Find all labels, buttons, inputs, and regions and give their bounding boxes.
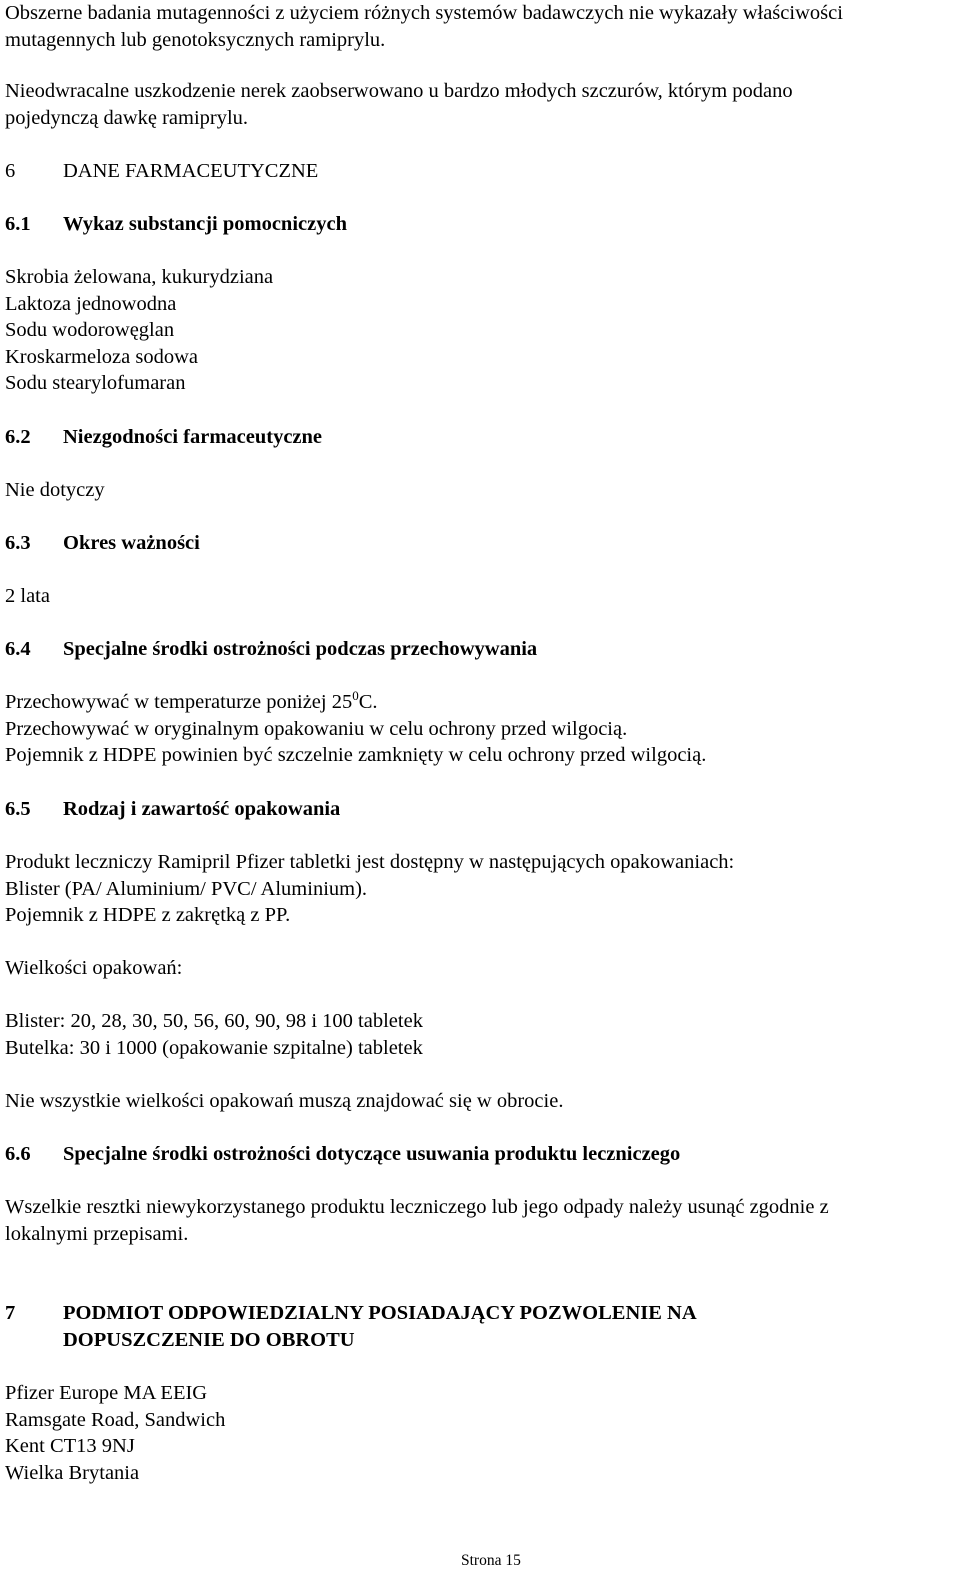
text-line: 2 lata	[5, 585, 50, 607]
disposal-paragraph	[5, 1194, 950, 1247]
text-line: lokalnymi przepisami.	[5, 1222, 189, 1245]
incompatibilities-text	[5, 477, 950, 504]
list-item: Blister: 20, 28, 30, 50, 56, 60, 90, 98 i 100 tabletek	[5, 1010, 423, 1032]
pack-sizes-note	[5, 1088, 950, 1115]
text-line: mutagennych lub genotoksycznych ramiprylu.	[5, 28, 386, 51]
intro-paragraph-kidney	[5, 78, 950, 131]
storage-temperature-text: Przechowywać w temperaturze poniżej 25	[5, 691, 353, 713]
text-line: Blister (PA/ Aluminium/ PVC/ Aluminium).	[5, 877, 368, 900]
text-line: Pojemnik z HDPE z zakrętką z PP.	[5, 904, 291, 927]
degree-superscript: 0	[352, 688, 359, 704]
section-title: Specjalne środki ostrożności podczas przechowywania	[63, 638, 538, 660]
pack-sizes-heading	[5, 955, 950, 982]
text-line: Nie dotyczy	[5, 479, 105, 501]
list-item: Sodu stearylofumaran	[5, 372, 186, 395]
text-line: Obszerne badania mutagenności z użyciem różnych systemów badawczych nie wykazały właściwości	[5, 2, 843, 24]
section-title: Niezgodności farmaceutyczne	[63, 426, 323, 448]
section-number: 6.5	[5, 798, 31, 820]
section-title: Wykaz substancji pomocniczych	[63, 213, 347, 235]
address-line: Ramsgate Road, Sandwich	[5, 1408, 226, 1431]
list-item: Skrobia żelowana, kukurydziana	[5, 266, 274, 288]
mah-address	[5, 1380, 950, 1486]
storage-temperature-unit: C.	[358, 691, 378, 713]
section-title: Rodzaj i zawartość opakowania	[63, 798, 341, 820]
storage-paragraph	[5, 689, 950, 769]
address-line: Pfizer Europe MA EEIG	[5, 1382, 208, 1404]
text-line: Nie wszystkie wielkości opakowań muszą znajdować się w obrocie.	[5, 1090, 564, 1112]
section-number: 6.3	[5, 532, 31, 554]
section-title: DANE FARMACEUTYCZNE	[63, 160, 319, 182]
intro-paragraph-mutagenicity	[5, 0, 950, 53]
excipients-list	[5, 264, 950, 397]
text-line: Pojemnik z HDPE powinien być szczelnie zamknięty w celu ochrony przed wilgocią.	[5, 744, 707, 767]
section-title: Specjalne środki ostrożności dotyczące usuwania produktu leczniczego	[63, 1143, 681, 1165]
section-title: Okres ważności	[63, 532, 200, 554]
section-number: 6.1	[5, 213, 31, 235]
title-line: DOPUSZCZENIE DO OBROTU	[63, 1328, 355, 1351]
section-title	[63, 1300, 697, 1353]
title-line: PODMIOT ODPOWIEDZIALNY POSIADAJĄCY POZWOLENIE NA	[63, 1302, 697, 1324]
shelf-life-text	[5, 583, 950, 610]
text-line: Produkt leczniczy Ramipril Pfizer tabletki jest dostępny w następujących opakowaniach:	[5, 851, 735, 873]
pack-sizes-list	[5, 1008, 950, 1061]
section-number: 6.6	[5, 1143, 31, 1165]
packaging-paragraph	[5, 849, 950, 929]
address-line: Kent CT13 9NJ	[5, 1435, 135, 1458]
section-number: 6	[5, 160, 16, 182]
list-item: Kroskarmeloza sodowa	[5, 345, 198, 368]
text-line: Wielkości opakowań:	[5, 957, 183, 979]
text-line: Nieodwracalne uszkodzenie nerek zaobserwowano u bardzo młodych szczurów, którym podano	[5, 80, 793, 102]
text-line: pojedynczą dawkę ramiprylu.	[5, 106, 249, 129]
list-item: Laktoza jednowodna	[5, 292, 177, 315]
address-line: Wielka Brytania	[5, 1461, 140, 1484]
section-number: 6.4	[5, 638, 31, 660]
text-line: Przechowywać w oryginalnym opakowaniu w celu ochrony przed wilgocią.	[5, 717, 628, 740]
section-number: 7	[5, 1302, 16, 1324]
text-line: Wszelkie resztki niewykorzystanego produktu leczniczego lub jego odpady należy usunąć zgodnie z	[5, 1196, 829, 1218]
text-line	[5, 689, 950, 716]
list-item: Sodu wodorowęglan	[5, 319, 175, 342]
page-number: Strona 15	[461, 1552, 521, 1569]
section-number: 6.2	[5, 426, 31, 448]
list-item: Butelka: 30 i 1000 (opakowanie szpitalne) tabletek	[5, 1036, 423, 1059]
